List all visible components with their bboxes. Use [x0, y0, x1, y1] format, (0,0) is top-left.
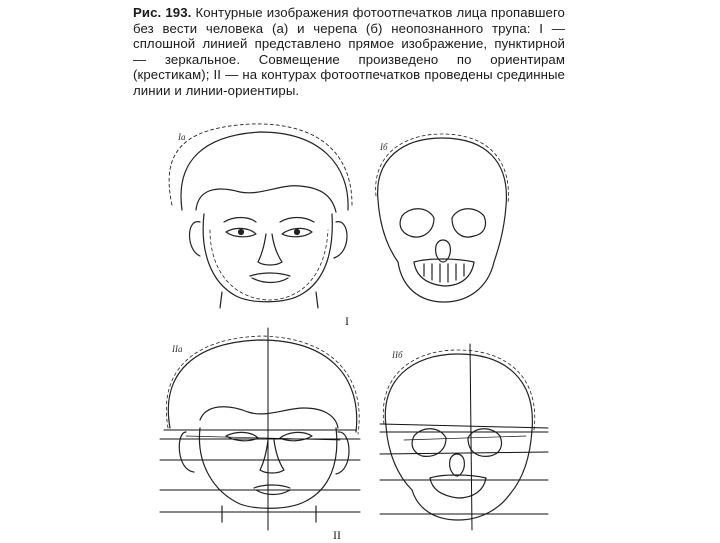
reference-lines-skull: [380, 344, 548, 530]
plate-label-skull-bottom: IIб: [392, 350, 403, 360]
plate-label-face-bottom: IIа: [172, 344, 183, 354]
face-drawing-top: [169, 124, 352, 308]
skull-drawing-top: [376, 134, 509, 302]
skull-drawing-bottom: [383, 350, 534, 520]
face-drawing-bottom: [166, 336, 359, 522]
plate-label-face-top: Iа: [178, 132, 186, 142]
reference-lines-face: [160, 328, 360, 530]
plate-label-skull-top: Iб: [380, 142, 388, 152]
caption-text: Контурные изображения фотоотпечатков лица пропавшего без вести человека (а) и черепа (б) неопознанного трупа: I — сплошной линией представлено прямое изображение, пунктирной — зеркальное. Совмещение произведено по ориентирам (крестикам); II — на контурах фотоотпечатков проведены срединные линии и линии-ориентиры.: [133, 5, 565, 98]
section-label-one: I: [345, 314, 349, 328]
section-label-two: II: [333, 528, 341, 542]
figure-label: Рис. 193.: [133, 5, 192, 20]
